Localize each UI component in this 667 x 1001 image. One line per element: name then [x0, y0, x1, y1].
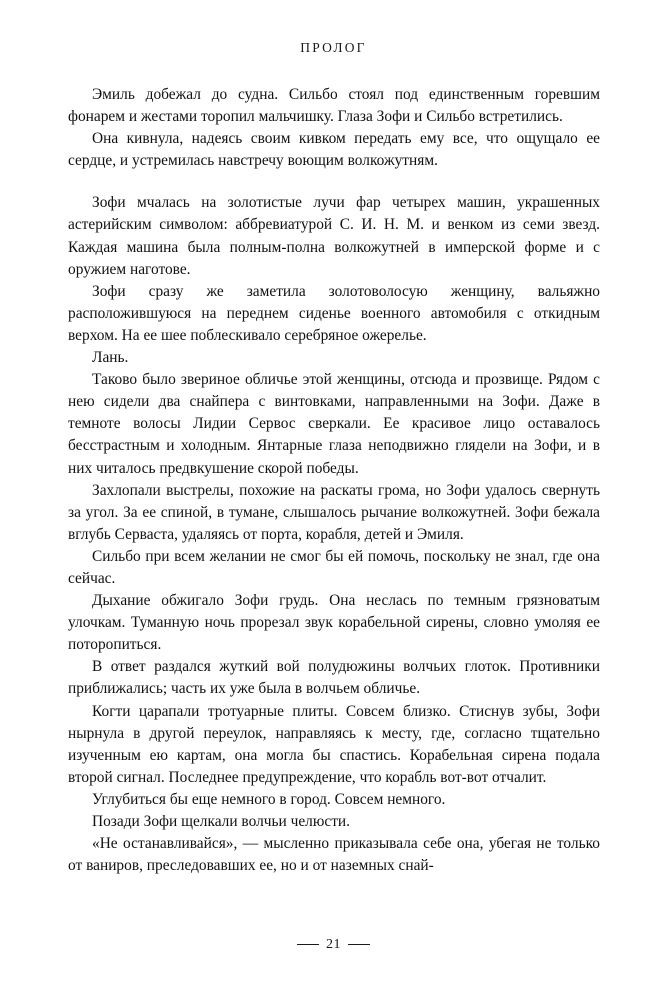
paragraph: Дыхание обжигало Зофи грудь. Она неслась по темным грязноватым улочкам. Туманную ночь прорезал звук корабельной сирены, словно умоляя ее поторопиться.: [68, 592, 600, 654]
paragraph: В ответ раздался жуткий вой полудюжины волчьих глоток. Противники приближались; часть их уже была в волчьем обличье.: [68, 658, 600, 698]
paragraph: Сильбо при всем желании не смог бы ей помочь, поскольку не знал, где она сейчас.: [68, 547, 600, 587]
paragraph: Она кивнула, надеясь своим кивком передать ему все, что ощущало ее сердце, и устремилась навстречу воющим волкожутням.: [68, 130, 600, 170]
paragraph: Лань.: [92, 349, 129, 367]
body-text: [68, 84, 600, 877]
paragraph: «Не останавливайся», — мысленно приказывала себе она, убегая не только от ваниров, преследовавших ее, но и от наземных снай-: [68, 835, 600, 875]
folio-rule-left: [297, 944, 319, 945]
running-head: ПРОЛОГ: [300, 40, 367, 55]
page-number: [0, 937, 667, 953]
paragraph: Таково было звериное обличье этой женщины, отсюда и прозвище. Рядом с нею сидели два снайпера с винтовками, направленными на Зофи. Даже в темноте волосы Лидии Сервос сверкали. Ее красивое лицо оставалось бесстрастным и холодным. Янтарные глаза неподвижно глядели на Зофи, и в них читалось предвкушение скорой победы.: [68, 371, 600, 477]
paragraph: Захлопали выстрелы, похожие на раскаты грома, но Зофи удалось свернуть за угол. За ее спиной, в тумане, слышалось рычание волкожутней. Зофи бежала вглубь Серваста, удаляясь от порта, корабля, детей и Эмиля.: [68, 481, 600, 543]
paragraph: Эмиль добежал до судна. Сильбо стоял под единственным горевшим фонарем и жестами торопил мальчишку. Глаза Зофи и Сильбо встретились.: [68, 86, 600, 126]
folio-rule-right: [348, 944, 370, 945]
paragraph: Зофи мчалась на золотистые лучи фар четырех машин, украшенных астерийским символом: аббревиатурой С. И. Н. М. и венком из семи звезд. Каждая машина была полным-полна волкожутней в имперской форме и с оружием наготове.: [68, 194, 600, 278]
folio-number: 21: [326, 936, 341, 952]
paragraph: Зофи сразу же заметила золотоволосую женщину, вальяжно расположившуюся на переднем сиденье военного автомобиля с откидным верхом. На ее шее поблескивало серебряное ожерелье.: [68, 282, 600, 344]
paragraph: Когти царапали тротуарные плиты. Совсем близко. Стиснув зубы, Зофи нырнула в другой переулок, направляясь к месту, где, согласно тщательно изученным ею картам, она могла бы спастись. Корабельная сирена подала второй сигнал. Последнее предупреждение, что корабль вот-вот отчалит.: [68, 702, 600, 786]
paragraph: Позади Зофи щелкали волчьи челюсти.: [92, 813, 351, 830]
paragraph: Углубиться бы еще немного в город. Совсем немного.: [92, 790, 446, 808]
